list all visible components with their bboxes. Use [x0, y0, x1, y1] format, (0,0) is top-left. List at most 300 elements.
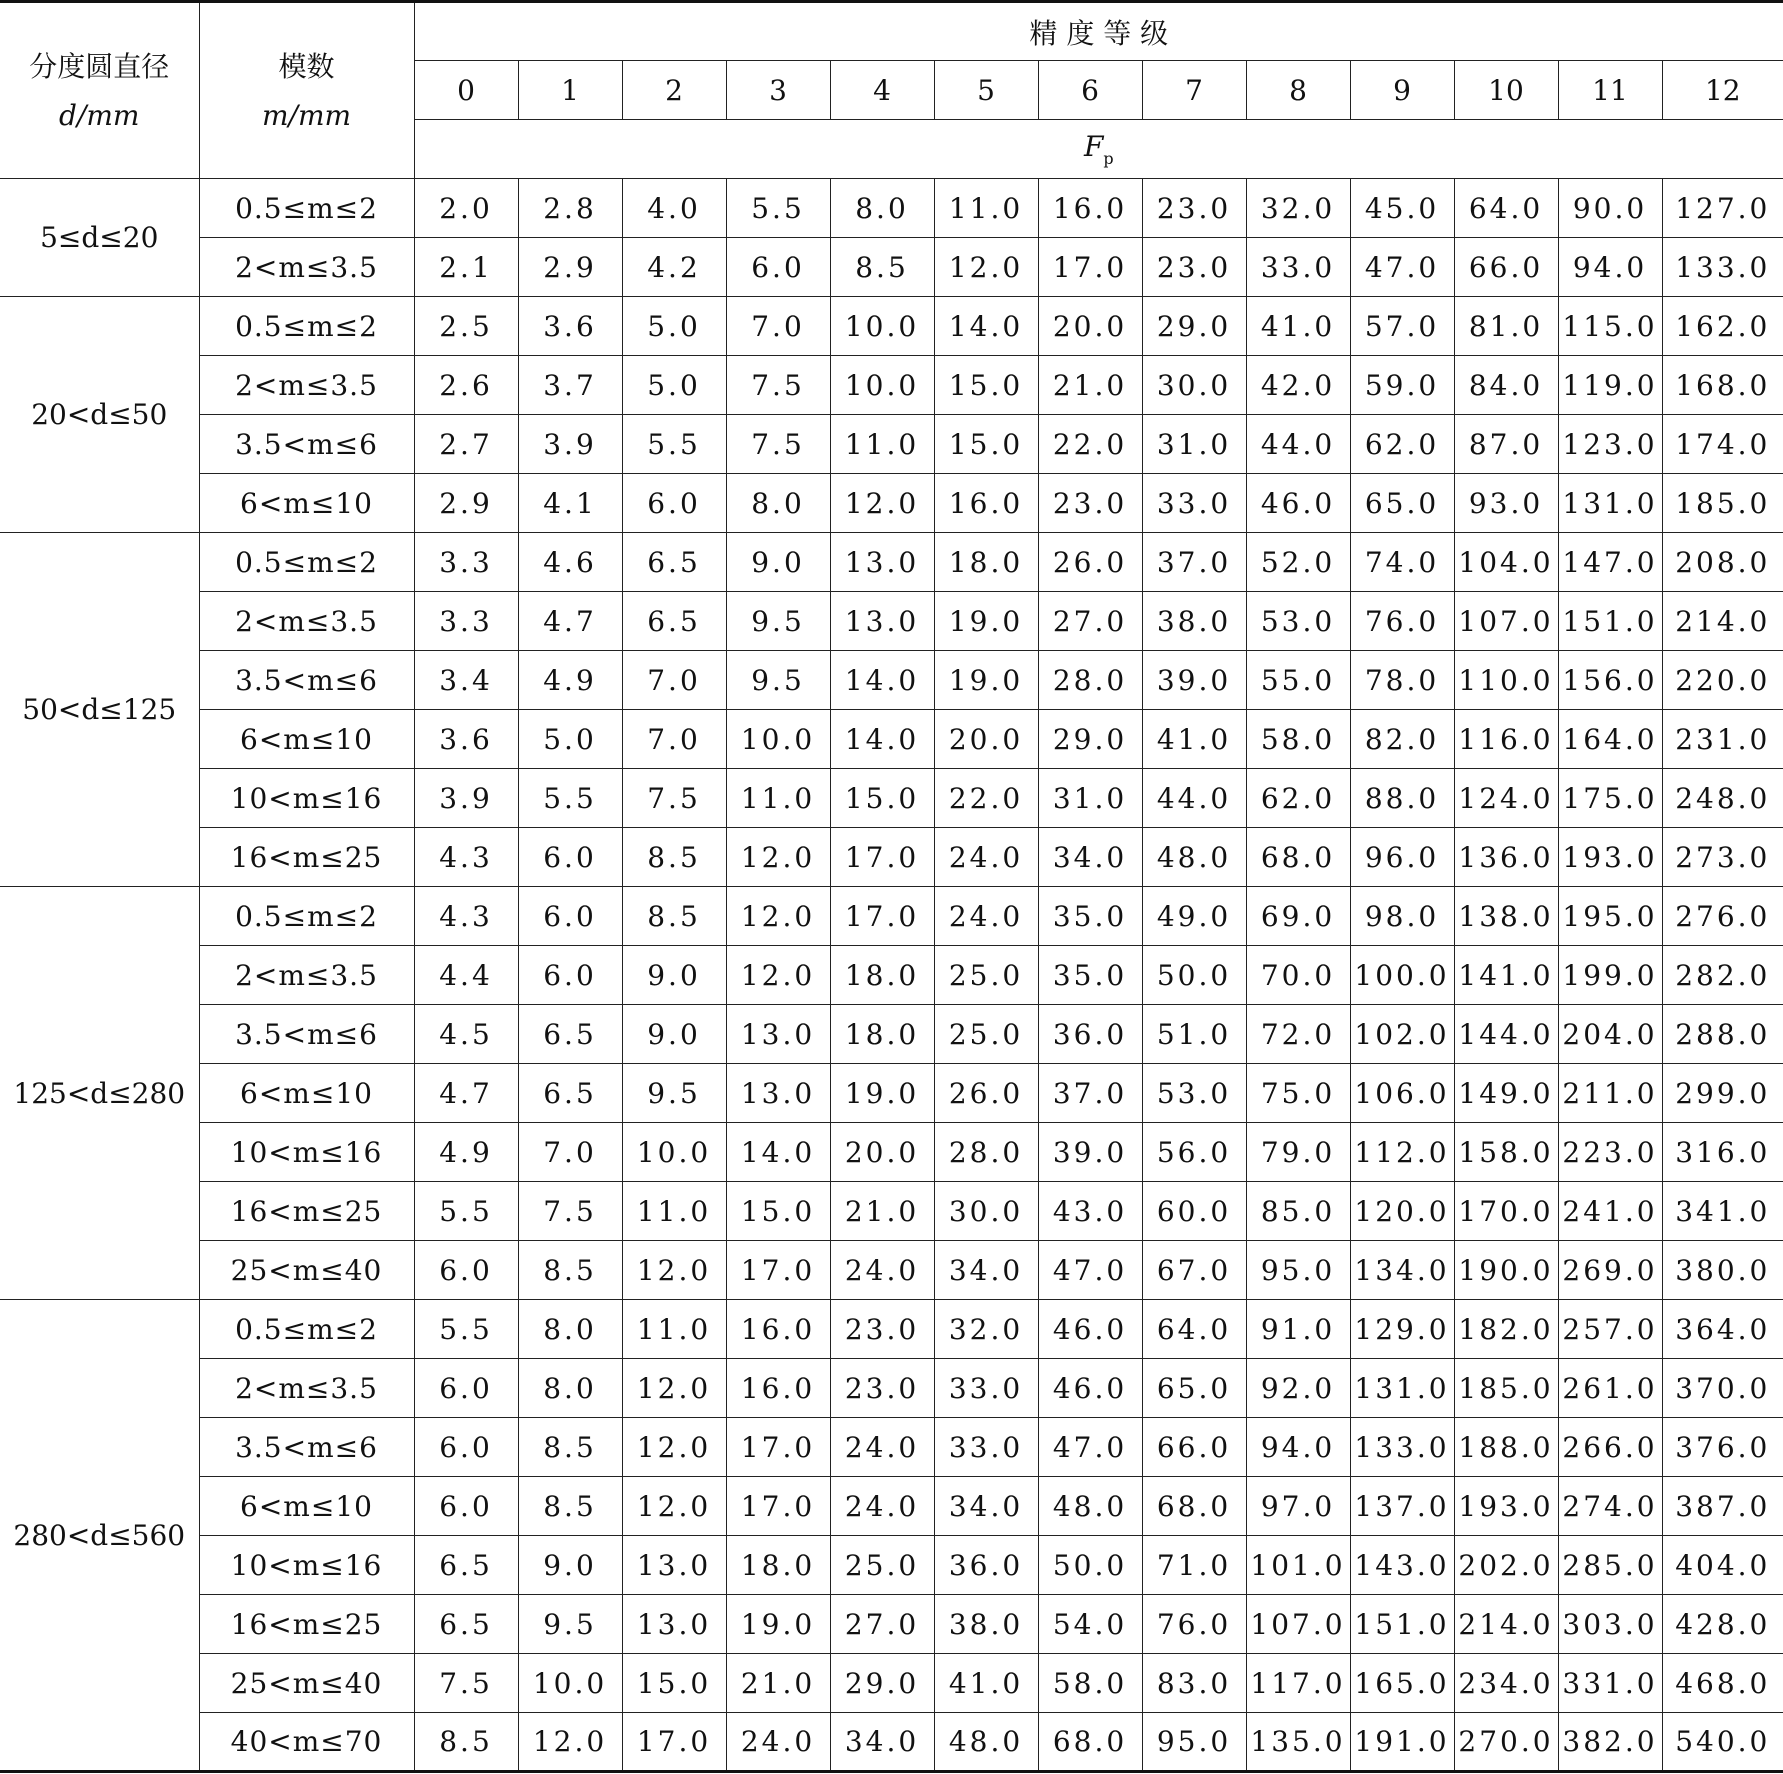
fp-value-cell: 10.0 [830, 297, 934, 356]
fp-value-cell: 62.0 [1246, 769, 1350, 828]
module-range-cell: 6<m≤10 [199, 1064, 414, 1123]
fp-value-cell: 41.0 [1142, 710, 1246, 769]
fp-value-cell: 288.0 [1662, 1005, 1783, 1064]
module-range-cell: 6<m≤10 [199, 710, 414, 769]
module-label: 模数 [278, 49, 335, 83]
fp-value-cell: 50.0 [1038, 1536, 1142, 1595]
fp-value-cell: 9.5 [726, 592, 830, 651]
fp-value-cell: 96.0 [1350, 828, 1454, 887]
fp-value-cell: 29.0 [1038, 710, 1142, 769]
fp-value-cell: 24.0 [934, 828, 1038, 887]
fp-value-cell: 41.0 [1246, 297, 1350, 356]
fp-value-cell: 8.5 [622, 887, 726, 946]
fp-value-cell: 46.0 [1038, 1300, 1142, 1359]
fp-value-cell: 2.1 [414, 238, 518, 297]
fp-value-cell: 25.0 [934, 1005, 1038, 1064]
fp-value-cell: 24.0 [830, 1241, 934, 1300]
fp-value-cell: 95.0 [1142, 1713, 1246, 1772]
fp-value-cell: 12.0 [726, 887, 830, 946]
fp-value-cell: 193.0 [1454, 1477, 1558, 1536]
diameter-header [0, 2, 199, 179]
fp-value-cell: 39.0 [1142, 651, 1246, 710]
module-range-cell: 16<m≤25 [199, 828, 414, 887]
grade-number: 12 [1662, 61, 1783, 120]
fp-value-cell: 156.0 [1558, 651, 1662, 710]
fp-value-cell: 6.5 [622, 592, 726, 651]
diameter-range-cell: 280<d≤560 [0, 1300, 199, 1772]
fp-value-cell: 84.0 [1454, 356, 1558, 415]
table-row [0, 887, 1783, 946]
fp-value-cell: 45.0 [1350, 179, 1454, 238]
fp-value-cell: 16.0 [726, 1300, 830, 1359]
fp-value-cell: 12.0 [622, 1359, 726, 1418]
fp-value-cell: 65.0 [1350, 474, 1454, 533]
fp-value-cell: 10.0 [726, 710, 830, 769]
fp-value-cell: 9.0 [622, 946, 726, 1005]
table-row [0, 1182, 1783, 1241]
table-row [0, 297, 1783, 356]
fp-value-cell: 382.0 [1558, 1713, 1662, 1772]
fp-value-cell: 2.5 [414, 297, 518, 356]
fp-value-cell: 116.0 [1454, 710, 1558, 769]
fp-value-cell: 3.4 [414, 651, 518, 710]
grade-number: 10 [1454, 61, 1558, 120]
fp-value-cell: 50.0 [1142, 946, 1246, 1005]
fp-value-cell: 71.0 [1142, 1536, 1246, 1595]
fp-value-cell: 79.0 [1246, 1123, 1350, 1182]
grade-number: 5 [934, 61, 1038, 120]
fp-value-cell: 34.0 [934, 1477, 1038, 1536]
table-body [0, 179, 1783, 1772]
module-range-cell: 25<m≤40 [199, 1241, 414, 1300]
grade-number: 0 [414, 61, 518, 120]
fp-value-cell: 102.0 [1350, 1005, 1454, 1064]
fp-value-cell: 149.0 [1454, 1064, 1558, 1123]
fp-value-cell: 87.0 [1454, 415, 1558, 474]
fp-value-cell: 14.0 [830, 651, 934, 710]
fp-value-cell: 75.0 [1246, 1064, 1350, 1123]
fp-value-cell: 30.0 [934, 1182, 1038, 1241]
fp-value-cell: 9.5 [518, 1595, 622, 1654]
fp-value-cell: 6.5 [518, 1005, 622, 1064]
fp-value-cell: 33.0 [1142, 474, 1246, 533]
module-range-cell: 6<m≤10 [199, 1477, 414, 1536]
fp-value-cell: 12.0 [622, 1477, 726, 1536]
fp-value-cell: 82.0 [1350, 710, 1454, 769]
fp-value-cell: 35.0 [1038, 946, 1142, 1005]
module-range-cell: 2<m≤3.5 [199, 592, 414, 651]
fp-value-cell: 4.3 [414, 828, 518, 887]
fp-value-cell: 151.0 [1350, 1595, 1454, 1654]
fp-value-cell: 5.5 [414, 1182, 518, 1241]
table-row [0, 356, 1783, 415]
fp-value-cell: 6.0 [518, 887, 622, 946]
fp-value-cell: 19.0 [726, 1595, 830, 1654]
fp-value-cell: 48.0 [1038, 1477, 1142, 1536]
fp-value-cell: 37.0 [1038, 1064, 1142, 1123]
fp-value-cell: 151.0 [1558, 592, 1662, 651]
fp-value-cell: 168.0 [1662, 356, 1783, 415]
fp-value-cell: 100.0 [1350, 946, 1454, 1005]
fp-value-cell: 4.6 [518, 533, 622, 592]
fp-value-cell: 6.5 [414, 1595, 518, 1654]
fp-value-cell: 135.0 [1246, 1713, 1350, 1772]
fp-value-cell: 20.0 [934, 710, 1038, 769]
fp-value-cell: 48.0 [934, 1713, 1038, 1772]
module-range-cell: 10<m≤16 [199, 1123, 414, 1182]
fp-value-cell: 83.0 [1142, 1654, 1246, 1713]
module-range-cell: 10<m≤16 [199, 1536, 414, 1595]
fp-value-cell: 21.0 [1038, 356, 1142, 415]
fp-value-cell: 19.0 [934, 592, 1038, 651]
table-row [0, 1418, 1783, 1477]
fp-value-cell: 5.5 [622, 415, 726, 474]
fp-value-cell: 8.5 [518, 1477, 622, 1536]
fp-value-cell: 104.0 [1454, 533, 1558, 592]
fp-value-cell: 12.0 [726, 828, 830, 887]
fp-value-cell: 24.0 [830, 1477, 934, 1536]
fp-value-cell: 90.0 [1558, 179, 1662, 238]
fp-value-cell: 67.0 [1142, 1241, 1246, 1300]
fp-value-cell: 23.0 [1142, 238, 1246, 297]
fp-value-cell: 91.0 [1246, 1300, 1350, 1359]
table-row [0, 474, 1783, 533]
fp-value-cell: 3.9 [518, 415, 622, 474]
fp-value-cell: 188.0 [1454, 1418, 1558, 1477]
fp-value-cell: 540.0 [1662, 1713, 1783, 1772]
fp-value-cell: 24.0 [934, 887, 1038, 946]
fp-value-cell: 134.0 [1350, 1241, 1454, 1300]
module-range-cell: 0.5≤m≤2 [199, 179, 414, 238]
fp-value-cell: 33.0 [1246, 238, 1350, 297]
fp-value-cell: 10.0 [622, 1123, 726, 1182]
fp-value-cell: 32.0 [934, 1300, 1038, 1359]
fp-value-cell: 8.0 [830, 179, 934, 238]
fp-value-cell: 64.0 [1142, 1300, 1246, 1359]
fp-value-cell: 14.0 [830, 710, 934, 769]
fp-value-cell: 58.0 [1246, 710, 1350, 769]
fp-value-cell: 20.0 [1038, 297, 1142, 356]
fp-value-cell: 270.0 [1454, 1713, 1558, 1772]
fp-value-cell: 11.0 [830, 415, 934, 474]
module-range-cell: 0.5≤m≤2 [199, 297, 414, 356]
fp-value-cell: 94.0 [1246, 1418, 1350, 1477]
fp-value-cell: 269.0 [1558, 1241, 1662, 1300]
fp-value-cell: 46.0 [1038, 1359, 1142, 1418]
fp-value-cell: 49.0 [1142, 887, 1246, 946]
fp-value-cell: 23.0 [1142, 179, 1246, 238]
fp-value-cell: 70.0 [1246, 946, 1350, 1005]
fp-value-cell: 4.7 [518, 592, 622, 651]
grade-header: 精 度 等 级 [414, 2, 1783, 61]
fp-value-cell: 266.0 [1558, 1418, 1662, 1477]
fp-value-cell: 18.0 [830, 1005, 934, 1064]
module-unit: m/mm [261, 98, 352, 132]
table-row [0, 651, 1783, 710]
fp-value-cell: 136.0 [1454, 828, 1558, 887]
fp-value-cell: 6.0 [414, 1241, 518, 1300]
fp-value-cell: 9.0 [622, 1005, 726, 1064]
fp-value-cell: 38.0 [1142, 592, 1246, 651]
fp-value-cell: 7.5 [518, 1182, 622, 1241]
fp-value-cell: 23.0 [830, 1359, 934, 1418]
fp-value-cell: 5.0 [622, 356, 726, 415]
table-row [0, 1064, 1783, 1123]
diameter-range-cell: 20<d≤50 [0, 297, 199, 533]
fp-value-cell: 387.0 [1662, 1477, 1783, 1536]
fp-value-cell: 376.0 [1662, 1418, 1783, 1477]
fp-value-cell: 13.0 [726, 1005, 830, 1064]
fp-value-cell: 76.0 [1350, 592, 1454, 651]
fp-value-cell: 4.9 [518, 651, 622, 710]
fp-value-cell: 7.5 [622, 769, 726, 828]
table-row [0, 946, 1783, 1005]
fp-value-cell: 47.0 [1038, 1241, 1142, 1300]
fp-value-cell: 17.0 [726, 1241, 830, 1300]
table-row [0, 415, 1783, 474]
fp-value-cell: 299.0 [1662, 1064, 1783, 1123]
fp-value-cell: 273.0 [1662, 828, 1783, 887]
fp-value-cell: 6.0 [726, 238, 830, 297]
module-range-cell: 2<m≤3.5 [199, 946, 414, 1005]
module-range-cell: 16<m≤25 [199, 1595, 414, 1654]
module-range-cell: 16<m≤25 [199, 1182, 414, 1241]
fp-value-cell: 214.0 [1662, 592, 1783, 651]
fp-value-cell: 11.0 [934, 179, 1038, 238]
table-row [0, 769, 1783, 828]
fp-value-cell: 46.0 [1246, 474, 1350, 533]
fp-value-cell: 164.0 [1558, 710, 1662, 769]
fp-value-cell: 24.0 [830, 1418, 934, 1477]
fp-value-cell: 16.0 [726, 1359, 830, 1418]
fp-value-cell: 14.0 [726, 1123, 830, 1182]
fp-value-cell: 4.3 [414, 887, 518, 946]
fp-value-cell: 2.9 [414, 474, 518, 533]
fp-value-cell: 2.7 [414, 415, 518, 474]
fp-value-cell: 22.0 [1038, 415, 1142, 474]
fp-value-cell: 202.0 [1454, 1536, 1558, 1595]
fp-value-cell: 78.0 [1350, 651, 1454, 710]
fp-value-cell: 17.0 [622, 1713, 726, 1772]
fp-value-cell: 72.0 [1246, 1005, 1350, 1064]
fp-value-cell: 3.9 [414, 769, 518, 828]
fp-value-cell: 68.0 [1142, 1477, 1246, 1536]
fp-value-cell: 141.0 [1454, 946, 1558, 1005]
table-row [0, 1595, 1783, 1654]
fp-value-cell: 8.5 [830, 238, 934, 297]
fp-value-cell: 97.0 [1246, 1477, 1350, 1536]
table-row [0, 1005, 1783, 1064]
fp-value-cell: 21.0 [726, 1654, 830, 1713]
fp-value-cell: 248.0 [1662, 769, 1783, 828]
fp-value-cell: 133.0 [1350, 1418, 1454, 1477]
fp-value-cell: 276.0 [1662, 887, 1783, 946]
fp-value-cell: 4.0 [622, 179, 726, 238]
fp-value-cell: 6.5 [414, 1536, 518, 1595]
fp-value-cell: 7.0 [518, 1123, 622, 1182]
fp-value-cell: 110.0 [1454, 651, 1558, 710]
fp-value-cell: 12.0 [518, 1713, 622, 1772]
fp-value-cell: 6.0 [414, 1418, 518, 1477]
fp-value-cell: 36.0 [1038, 1005, 1142, 1064]
module-range-cell: 3.5<m≤6 [199, 1005, 414, 1064]
table-row [0, 1477, 1783, 1536]
fp-value-cell: 370.0 [1662, 1359, 1783, 1418]
fp-value-cell: 101.0 [1246, 1536, 1350, 1595]
fp-value-cell: 4.4 [414, 946, 518, 1005]
fp-value-cell: 133.0 [1662, 238, 1783, 297]
fp-value-cell: 170.0 [1454, 1182, 1558, 1241]
fp-value-cell: 29.0 [830, 1654, 934, 1713]
fp-value-cell: 41.0 [934, 1654, 1038, 1713]
fp-value-cell: 15.0 [934, 415, 1038, 474]
fp-value-cell: 123.0 [1558, 415, 1662, 474]
fp-value-cell: 282.0 [1662, 946, 1783, 1005]
table-row [0, 592, 1783, 651]
fp-value-cell: 60.0 [1142, 1182, 1246, 1241]
fp-value-cell: 191.0 [1350, 1713, 1454, 1772]
fp-value-cell: 13.0 [830, 592, 934, 651]
fp-value-cell: 17.0 [1038, 238, 1142, 297]
fp-value-cell: 6.0 [622, 474, 726, 533]
fp-value-cell: 12.0 [726, 946, 830, 1005]
fp-value-cell: 223.0 [1558, 1123, 1662, 1182]
fp-value-cell: 25.0 [934, 946, 1038, 1005]
fp-value-cell: 182.0 [1454, 1300, 1558, 1359]
module-range-cell: 25<m≤40 [199, 1654, 414, 1713]
table-row [0, 1300, 1783, 1359]
fp-value-cell: 69.0 [1246, 887, 1350, 946]
fp-value-cell: 119.0 [1558, 356, 1662, 415]
fp-value-cell: 204.0 [1558, 1005, 1662, 1064]
fp-value-cell: 124.0 [1454, 769, 1558, 828]
table-row [0, 1536, 1783, 1595]
module-range-cell: 3.5<m≤6 [199, 415, 414, 474]
fp-value-cell: 131.0 [1350, 1359, 1454, 1418]
fp-value-cell: 331.0 [1558, 1654, 1662, 1713]
fp-value-cell: 380.0 [1662, 1241, 1783, 1300]
fp-value-cell: 11.0 [622, 1300, 726, 1359]
fp-value-cell: 3.3 [414, 592, 518, 651]
fp-value-cell: 93.0 [1454, 474, 1558, 533]
fp-symbol: F [1083, 130, 1104, 163]
fp-value-cell: 3.3 [414, 533, 518, 592]
fp-value-cell: 57.0 [1350, 297, 1454, 356]
fp-value-cell: 14.0 [934, 297, 1038, 356]
module-range-cell: 3.5<m≤6 [199, 1418, 414, 1477]
fp-value-cell: 17.0 [830, 828, 934, 887]
fp-value-cell: 7.5 [414, 1654, 518, 1713]
table-row [0, 1123, 1783, 1182]
fp-value-cell: 44.0 [1142, 769, 1246, 828]
grade-number: 11 [1558, 61, 1662, 120]
fp-value-cell: 27.0 [830, 1595, 934, 1654]
fp-value-cell: 208.0 [1662, 533, 1783, 592]
fp-value-cell: 30.0 [1142, 356, 1246, 415]
table-row [0, 1654, 1783, 1713]
fp-value-cell: 53.0 [1246, 592, 1350, 651]
fp-value-cell: 34.0 [934, 1241, 1038, 1300]
fp-value-cell: 165.0 [1350, 1654, 1454, 1713]
fp-value-cell: 12.0 [622, 1418, 726, 1477]
fp-value-cell: 341.0 [1662, 1182, 1783, 1241]
fp-value-cell: 53.0 [1142, 1064, 1246, 1123]
fp-value-cell: 190.0 [1454, 1241, 1558, 1300]
fp-value-cell: 6.0 [518, 828, 622, 887]
fp-value-cell: 4.5 [414, 1005, 518, 1064]
table-row [0, 1241, 1783, 1300]
fp-value-cell: 8.5 [622, 828, 726, 887]
fp-value-cell: 10.0 [830, 356, 934, 415]
fp-value-cell: 211.0 [1558, 1064, 1662, 1123]
fp-value-cell: 6.0 [414, 1359, 518, 1418]
fp-value-cell: 8.0 [726, 474, 830, 533]
fp-value-cell: 4.7 [414, 1064, 518, 1123]
fp-value-cell: 34.0 [1038, 828, 1142, 887]
fp-value-cell: 33.0 [934, 1359, 1038, 1418]
fp-value-cell: 199.0 [1558, 946, 1662, 1005]
fp-value-cell: 231.0 [1662, 710, 1783, 769]
fp-value-cell: 193.0 [1558, 828, 1662, 887]
fp-value-cell: 137.0 [1350, 1477, 1454, 1536]
fp-value-cell: 220.0 [1662, 651, 1783, 710]
fp-value-cell: 27.0 [1038, 592, 1142, 651]
module-range-cell: 10<m≤16 [199, 769, 414, 828]
diameter-unit: d/mm [59, 98, 140, 132]
fp-value-cell: 7.5 [726, 356, 830, 415]
fp-value-cell: 17.0 [726, 1477, 830, 1536]
table-row [0, 533, 1783, 592]
fp-value-cell: 404.0 [1662, 1536, 1783, 1595]
fp-value-cell: 3.6 [414, 710, 518, 769]
fp-value-cell: 68.0 [1246, 828, 1350, 887]
table-row [0, 179, 1783, 238]
fp-value-cell: 8.5 [518, 1241, 622, 1300]
fp-value-cell: 37.0 [1142, 533, 1246, 592]
fp-value-cell: 6.5 [518, 1064, 622, 1123]
fp-value-cell: 98.0 [1350, 887, 1454, 946]
fp-value-cell: 274.0 [1558, 1477, 1662, 1536]
fp-value-cell: 4.9 [414, 1123, 518, 1182]
fp-value-cell: 12.0 [622, 1241, 726, 1300]
fp-value-cell: 120.0 [1350, 1182, 1454, 1241]
table-row [0, 828, 1783, 887]
grade-number: 2 [622, 61, 726, 120]
fp-value-cell: 5.5 [726, 179, 830, 238]
fp-value-cell: 39.0 [1038, 1123, 1142, 1182]
fp-value-cell: 234.0 [1454, 1654, 1558, 1713]
fp-value-cell: 26.0 [1038, 533, 1142, 592]
fp-value-cell: 12.0 [934, 238, 1038, 297]
module-range-cell: 2<m≤3.5 [199, 1359, 414, 1418]
fp-value-cell: 66.0 [1454, 238, 1558, 297]
fp-value-cell: 5.0 [622, 297, 726, 356]
fp-value-cell: 64.0 [1454, 179, 1558, 238]
fp-value-cell: 143.0 [1350, 1536, 1454, 1595]
module-range-cell: 0.5≤m≤2 [199, 887, 414, 946]
fp-value-cell: 9.0 [518, 1536, 622, 1595]
fp-value-cell: 54.0 [1038, 1595, 1142, 1654]
fp-value-cell: 127.0 [1662, 179, 1783, 238]
fp-value-cell: 185.0 [1662, 474, 1783, 533]
fp-value-cell: 68.0 [1038, 1713, 1142, 1772]
module-range-cell: 3.5<m≤6 [199, 651, 414, 710]
fp-value-cell: 241.0 [1558, 1182, 1662, 1241]
fp-value-cell: 15.0 [934, 356, 1038, 415]
fp-value-cell: 195.0 [1558, 887, 1662, 946]
fp-value-cell: 8.0 [518, 1359, 622, 1418]
fp-value-cell: 158.0 [1454, 1123, 1558, 1182]
